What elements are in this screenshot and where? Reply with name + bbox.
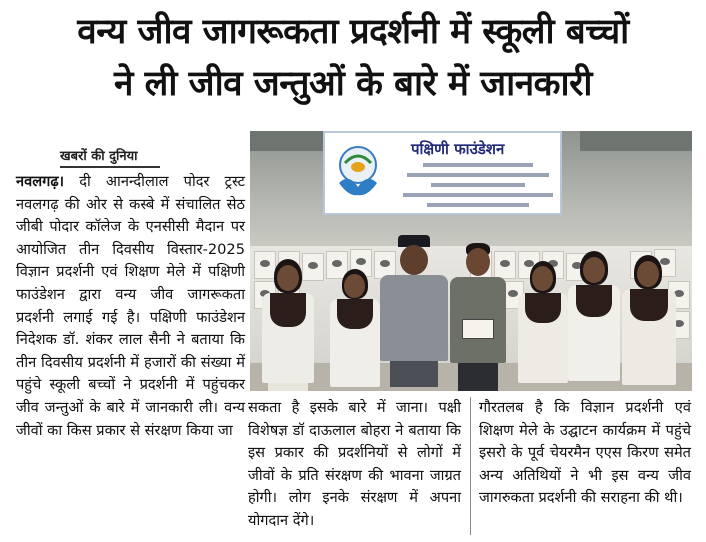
article-column-2-text: सकता है इसके बारे में जाना। पक्षी विशेषज्ञ डॉ दाऊलाल बोहरा ने बताया कि इस प्रकार की प्रदर्शनियों से लोगों में जीवों के प्रति संरक्षण की भावना जाग्रत होगी। लोग इनके संरक्षण में अपना योगदान देंगे। bbox=[248, 399, 461, 529]
article-column-3 bbox=[479, 397, 691, 510]
banner-title: पक्षिणी फाउंडेशन bbox=[411, 140, 505, 158]
article-column-1 bbox=[16, 171, 245, 442]
news-photo bbox=[250, 131, 692, 391]
byline-underline bbox=[60, 166, 160, 168]
headline bbox=[10, 6, 696, 110]
headline-line-1: वन्य जीव जागरूकता प्रदर्शनी में स्कूली बच्चों bbox=[77, 12, 629, 52]
article-column-3-text: गौरतलब है कि विज्ञान प्रदर्शनी एवं शिक्षण मेले के उद्घाटन कार्यक्रम में पहुंचे इसरो के पूर्व चेयरमैन एएस किरण समेत अन्य अतिथियों ने भी इस वन्य जीव जागरुकता प्रदर्शनी की सराहना की थी। bbox=[479, 399, 691, 507]
foundation-banner bbox=[323, 131, 562, 215]
column-divider bbox=[470, 397, 471, 535]
banner-small-text bbox=[399, 163, 557, 213]
headline-line-2: ने ली जीव जन्तुओं के बारे में जानकारी bbox=[114, 64, 592, 104]
foundation-logo-icon bbox=[333, 143, 383, 205]
article-column-2 bbox=[248, 397, 461, 533]
dateline-place: नवलगढ़। bbox=[16, 173, 65, 190]
placard bbox=[462, 319, 494, 339]
byline: खबरों की दुनिया bbox=[60, 149, 138, 164]
article-column-1-text: दी आनन्दीलाल पोदर ट्रस्ट नवलगढ़ की ओर से कस्बे में संचालित सेठ जीबी पोदार कॉलेज के एनसीसी मैदान पर आयोजित तीन दिवसीय विस्तार-2025 विज्ञान प्रदर्शनी एवं शिक्षण मेले में पक्षिणी फाउंडेशन द्वारा वन्य जीव जागरूकता प्रदर्शनी लगाई गई है। पक्षिणी फाउंडेशन निदेशक डॉ. शंकर लाल सैनी ने बताया कि तीन दिवसीय प्रदर्शनी में हजारों की संख्या में पहुंचे स्कूली बच्चों ने प्रदर्शनी में पहुंचकर जीव जन्तुओं के बारे में जानकारी ली। वन्य जीवों का किस प्रकार से संरक्षण किया जा bbox=[16, 173, 246, 439]
